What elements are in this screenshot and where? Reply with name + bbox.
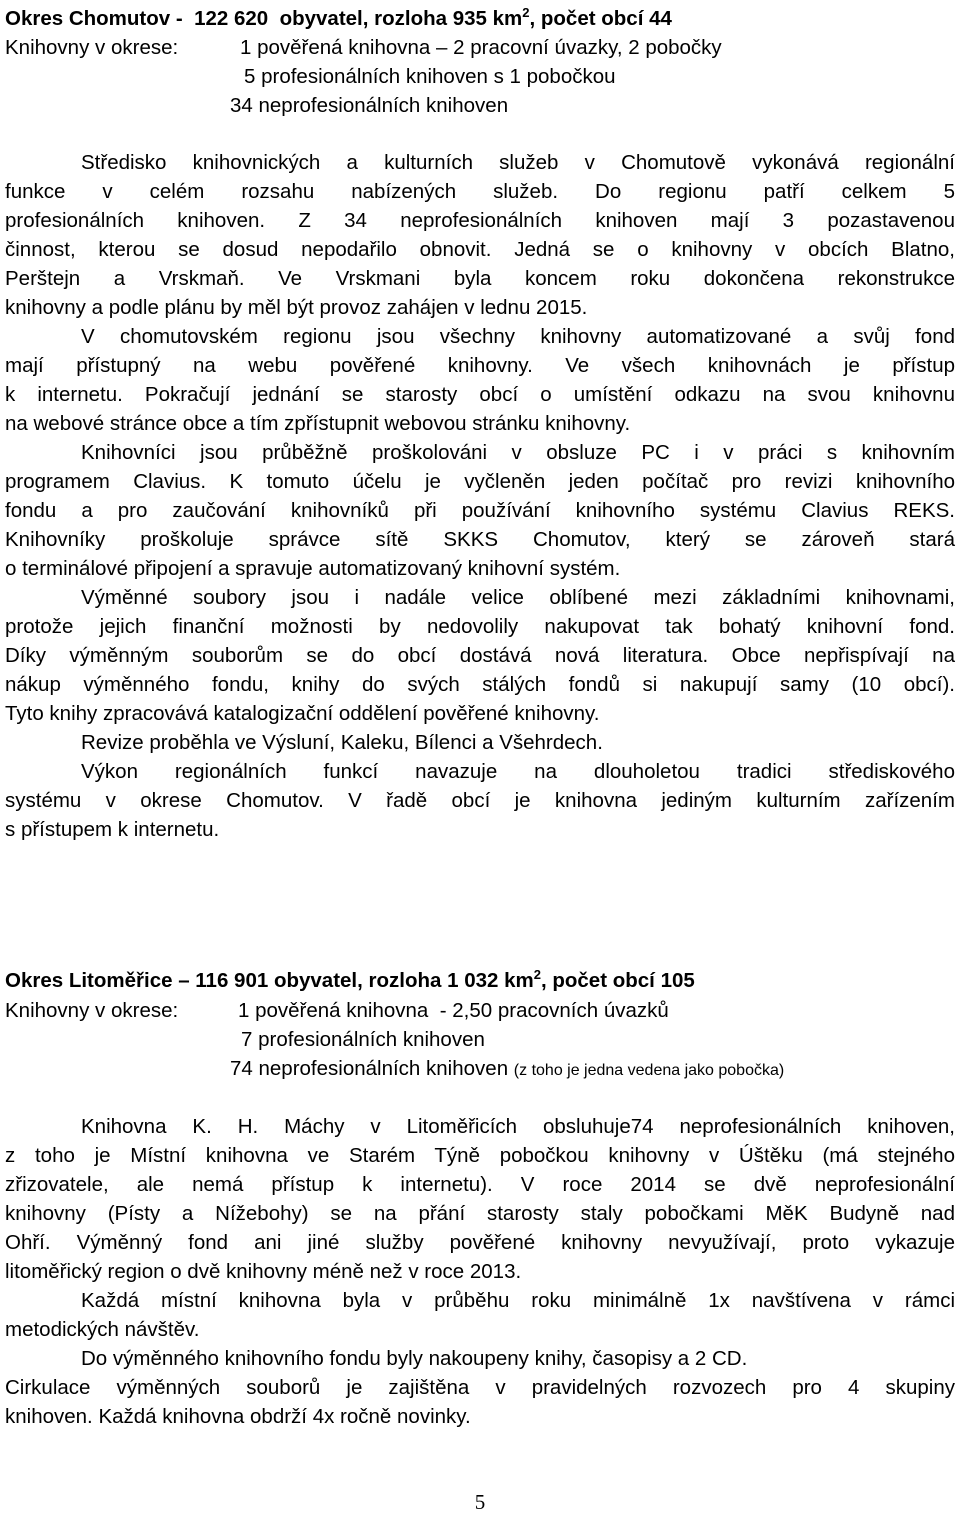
paragraph-line: metodických návštěv. — [5, 1318, 200, 1341]
paragraph-line: Knihovníci jsou průběžně proškolováni v obsluze PC i v práci s knihovním — [81, 441, 955, 464]
paragraph-line: Výkon regionálních funkcí navazuje na dlouholetou tradici střediskového — [81, 760, 955, 783]
paragraph-line: Díky výměnným souborům se do obcí dostává nová literatura. Obce nepřispívají na — [5, 644, 955, 667]
litomerice-heading — [5, 966, 695, 995]
paragraph-line: Revize proběhla ve Výsluní, Kaleku, Bílenci a Všehrdech. — [81, 731, 603, 754]
paragraph-line: litoměřický region o dvě knihovny méně než v roce 2013. — [5, 1260, 522, 1283]
paragraph-line: programem Clavius. K tomuto účelu je vyčleněn jeden počítač pro revizi knihovního — [5, 470, 955, 493]
paragraph-line: Tyto knihy zpracovává katalogizační oddělení pověřené knihovny. — [5, 702, 600, 725]
heading-text-suffix: , počet obcí 105 — [540, 969, 695, 992]
paragraph-line: k internetu. Pokračují jednání se starosty obcí o umístění odkazu na svou knihovnu — [5, 383, 955, 406]
paragraph-line: mají přístupný na webu pověřené knihovny. Ve všech knihovnách je přístup — [5, 354, 955, 377]
paragraph-line: knihoven. Každá knihovna obdrží 4x ročně novinky. — [5, 1405, 471, 1428]
paragraph-line: na webové stránce obce a tím zpřístupnit webovou stránku knihovny. — [5, 412, 631, 435]
heading-superscript: 2 — [533, 967, 541, 983]
chomutov-heading — [5, 4, 672, 33]
paragraph-line: zřizovatele, ale nemá přístup k internetu). V roce 2014 se dvě neprofesionální — [5, 1173, 955, 1196]
paragraph-line: Každá místní knihovna byla v průběhu roku minimálně 1x navštívena v rámci — [81, 1289, 955, 1312]
paragraph-line: Perštejn a Vrskmaň. Ve Vrskmani byla koncem roku dokončena rekonstrukce — [5, 267, 955, 290]
paragraph-line: knihovny a podle plánu by měl být provoz zahájen v lednu 2015. — [5, 296, 588, 319]
paragraph-line: s přístupem k internetu. — [5, 818, 220, 841]
paragraph-line: profesionálních knihoven. Z 34 neprofesionálních knihoven mají 3 pozastavenou — [5, 209, 955, 232]
paragraph-line: systému v okrese Chomutov. V řadě obcí je knihovna jediným kulturním zařízením — [5, 789, 955, 812]
paragraph-line: o terminálové připojení a spravuje automatizovaný knihovní systém. — [5, 557, 621, 580]
paragraph-line: z toho je Místní knihovna ve Starém Týně pobočkou knihovny v Úštěku (má stejného — [5, 1144, 955, 1167]
libraries-line-2: 7 profesionálních knihoven — [241, 1028, 485, 1051]
paragraph-line: protože jejich finanční možnosti by nedovolily nakupovat tak bohatý knihovní fond. — [5, 615, 955, 638]
libraries-label: Knihovny v okrese: — [5, 999, 179, 1022]
chomutov-libraries-row-1 — [5, 33, 178, 62]
paragraph-line: Cirkulace výměnných souborů je zajištěna v pravidelných rozvozech pro 4 skupiny — [5, 1376, 955, 1399]
libraries-line-3 — [230, 1054, 784, 1085]
paragraph-line: Knihovna K. H. Máchy v Litoměřicích obsluhuje74 neprofesionálních knihoven, — [81, 1115, 955, 1138]
heading-text: Okres Chomutov - 122 620 obyvatel, rozloha 935 km — [5, 7, 523, 30]
paragraph-line: fondu a pro zaučování knihovníků při používání knihovního systému Clavius REKS. — [5, 499, 955, 522]
paragraph-line: Knihovníky proškoluje správce sítě SKKS Chomutov, který se zároveň stará — [5, 528, 955, 551]
libraries-line-2: 5 profesionálních knihoven s 1 pobočkou — [244, 65, 616, 88]
paragraph-line: knihovny (Písty a Nížebohy) se na přání starosty staly pobočkami MěK Budyně nad — [5, 1202, 955, 1225]
libraries-label: Knihovny v okrese: — [5, 36, 179, 59]
heading-text: Okres Litoměřice – 116 901 obyvatel, rozloha 1 032 km — [5, 969, 534, 992]
libraries-line-3-note: (z toho je jedna vedena jako pobočka) — [513, 1062, 785, 1079]
paragraph-line: funkce v celém rozsahu nabízených služeb. Do regionu patří celkem 5 — [5, 180, 955, 203]
heading-text-suffix: , počet obcí 44 — [529, 7, 672, 30]
paragraph-line: Do výměnného knihovního fondu byly nakoupeny knihy, časopisy a 2 CD. — [81, 1347, 748, 1370]
page-number: 5 — [474, 1490, 486, 1514]
paragraph-line: V chomutovském regionu jsou všechny knihovny automatizované a svůj fond — [81, 325, 955, 348]
paragraph-line: Výměnné soubory jsou i nadále velice oblíbené mezi základními knihovnami, — [81, 586, 955, 609]
libraries-line-1: 1 pověřená knihovna – 2 pracovní úvazky, 2 pobočky — [240, 36, 722, 59]
libraries-line-1: 1 pověřená knihovna - 2,50 pracovních úvazků — [238, 999, 669, 1022]
paragraph-line: činnost, kterou se dosud nepodařilo obnovit. Jedná se o knihovny v obcích Blatno, — [5, 238, 955, 261]
libraries-line-3: 34 neprofesionálních knihoven — [230, 94, 509, 117]
heading-superscript: 2 — [522, 5, 530, 21]
libraries-line-3-text: 74 neprofesionálních knihoven — [230, 1057, 509, 1080]
paragraph-line: Ohří. Výměnný fond ani jiné služby pověřené knihovny nevyužívají, proto vykazuje — [5, 1231, 955, 1254]
paragraph-line: Středisko knihovnických a kulturních služeb v Chomutově vykonává regionální — [81, 151, 955, 174]
paragraph-line: nákup výměnného fondu, knihy do svých stálých fondů si nakupují samy (10 obcí). — [5, 673, 955, 696]
